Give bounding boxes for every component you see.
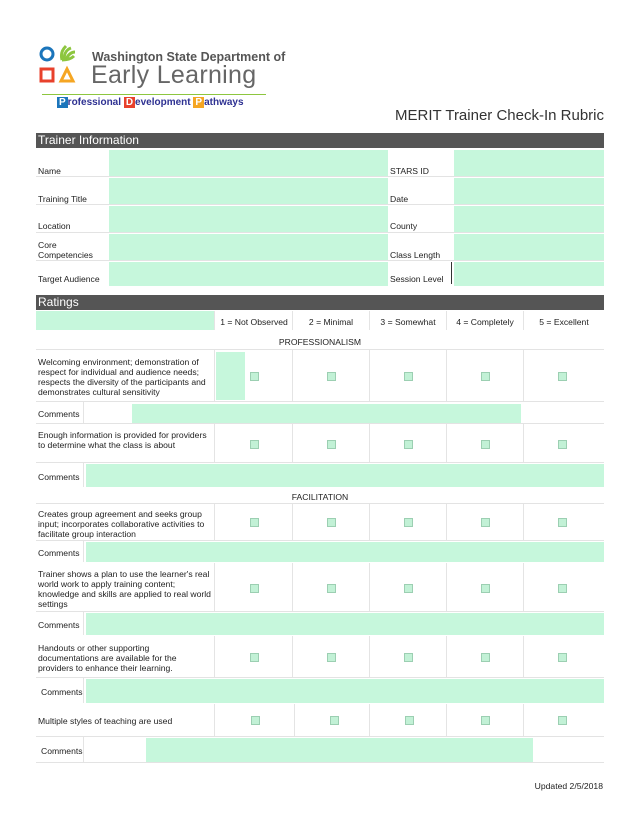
column-divider <box>214 350 215 401</box>
criterion-3-rating-2-checkbox[interactable] <box>327 518 336 527</box>
column-divider <box>214 311 215 330</box>
name-field[interactable] <box>109 150 388 176</box>
label-session-level: Session Level <box>390 274 444 284</box>
comments-field-5[interactable] <box>86 679 604 703</box>
column-divider <box>523 504 524 540</box>
criterion-3-rating-1-checkbox[interactable] <box>250 518 259 527</box>
page-title: MERIT Trainer Check-In Rubric <box>395 107 604 124</box>
row-divider <box>36 204 604 205</box>
criterion-6-rating-5-checkbox[interactable] <box>558 716 567 725</box>
criterion-6-rating-3-checkbox[interactable] <box>405 716 414 725</box>
column-divider <box>83 541 84 562</box>
trainer-info-header: Trainer Information <box>36 133 604 148</box>
column-divider <box>446 350 447 401</box>
column-divider <box>523 424 524 462</box>
criterion-5-text: Handouts or other supporting documentations are available for the providers to enhance their learning. <box>38 643 177 673</box>
criterion-4-rating-4-checkbox[interactable] <box>481 584 490 593</box>
column-divider <box>446 424 447 462</box>
criterion-5-rating-1-checkbox[interactable] <box>250 653 259 662</box>
comments-field-1[interactable] <box>132 404 521 423</box>
criterion-2-text: Enough information is provided for providers to determine what the class is about <box>38 430 207 450</box>
class-length-field[interactable] <box>454 234 604 260</box>
criterion-4-text: Trainer shows a plan to use the learner's real world work to apply training content; knowledge and skills are applied to real world settings <box>38 569 211 609</box>
column-divider <box>83 402 84 423</box>
row-divider <box>36 349 604 350</box>
row-divider <box>36 260 604 261</box>
column-divider <box>446 636 447 677</box>
column-divider <box>369 504 370 540</box>
column-divider <box>523 636 524 677</box>
column-divider <box>369 636 370 677</box>
column-divider <box>214 563 215 611</box>
column-divider <box>292 563 293 611</box>
criterion-3-rating-4-checkbox[interactable] <box>481 518 490 527</box>
column-divider <box>292 636 293 677</box>
column-divider <box>369 311 370 330</box>
column-divider <box>83 463 84 487</box>
column-divider <box>214 424 215 462</box>
column-divider <box>292 311 293 330</box>
criterion-1-rating-3-checkbox[interactable] <box>404 372 413 381</box>
criterion-4-rating-2-checkbox[interactable] <box>327 584 336 593</box>
comments-label-4: Comments <box>38 620 80 630</box>
ratings-header: Ratings <box>36 295 604 310</box>
column-divider <box>523 563 524 611</box>
criterion-1-text: Welcoming environment; demonstration of respect for individual and audience needs; respects the diversity of the participants and demonstrates cultural sensitivity <box>38 357 206 397</box>
column-divider <box>369 424 370 462</box>
label-class-length: Class Length <box>390 250 441 260</box>
column-divider <box>446 704 447 736</box>
criterion-2-rating-2-checkbox[interactable] <box>327 440 336 449</box>
criterion-2-rating-4-checkbox[interactable] <box>481 440 490 449</box>
row-divider <box>36 423 604 424</box>
label-target-audience: Target Audience <box>38 274 100 284</box>
label-date: Date <box>390 194 409 204</box>
comments-field-6[interactable] <box>146 738 533 762</box>
section-professionalism: PROFESSIONALISM <box>278 337 362 347</box>
column-divider <box>446 563 447 611</box>
dept-name-line1: Washington State Department of <box>92 50 286 64</box>
scale-5-header: 5 = Excellent <box>539 317 589 327</box>
row-divider <box>36 677 604 678</box>
column-divider <box>523 350 524 401</box>
comments-label-2: Comments <box>38 472 80 482</box>
criterion-4-rating-1-checkbox[interactable] <box>250 584 259 593</box>
label-training-title: Training Title <box>38 194 87 204</box>
target-audience-field[interactable] <box>109 262 388 286</box>
label-stars-id: STARS ID <box>390 166 429 176</box>
comments-field-3[interactable] <box>86 542 604 562</box>
label-location: Location <box>38 221 71 231</box>
row-divider <box>36 401 604 402</box>
stars-id-field[interactable] <box>454 150 604 176</box>
comments-label-1: Comments <box>38 409 80 419</box>
training-title-field[interactable] <box>109 178 388 204</box>
comments-label-6: Comments <box>41 746 83 756</box>
column-divider <box>369 563 370 611</box>
column-divider <box>369 704 370 736</box>
ratings-scale-corner <box>36 311 214 330</box>
row-divider <box>36 540 604 541</box>
comments-field-2[interactable] <box>86 464 604 487</box>
column-divider <box>292 504 293 540</box>
criterion-1-highlight <box>216 352 245 400</box>
column-divider <box>214 504 215 540</box>
row-divider <box>36 736 604 737</box>
row-divider <box>36 762 604 763</box>
column-divider <box>214 636 215 677</box>
column-divider <box>292 350 293 401</box>
comments-label-5: Comments <box>41 687 83 697</box>
scale-1-header: 1 = Not Observed <box>220 317 288 327</box>
updated-date: Updated 2/5/2018 <box>534 781 603 791</box>
column-divider <box>292 424 293 462</box>
criterion-4-rating-3-checkbox[interactable] <box>404 584 413 593</box>
criterion-3-rating-3-checkbox[interactable] <box>404 518 413 527</box>
criterion-2-rating-3-checkbox[interactable] <box>404 440 413 449</box>
logo-divider <box>42 94 266 95</box>
criterion-3-text: Creates group agreement and seeks group input; incorporates collaborative activities to facilitate group interaction <box>38 509 205 539</box>
row-divider <box>36 232 604 233</box>
criterion-6-rating-2-checkbox[interactable] <box>330 716 339 725</box>
criterion-1-rating-4-checkbox[interactable] <box>481 372 490 381</box>
row-divider <box>36 611 604 612</box>
column-divider <box>83 612 84 635</box>
session-level-field[interactable] <box>454 262 604 286</box>
column-divider <box>83 737 84 762</box>
criterion-1-rating-2-checkbox[interactable] <box>327 372 336 381</box>
column-divider <box>294 704 295 736</box>
criterion-4-rating-5-checkbox[interactable] <box>558 584 567 593</box>
criterion-6-rating-4-checkbox[interactable] <box>481 716 490 725</box>
column-divider <box>214 704 215 736</box>
logo-mark-icon <box>38 44 84 86</box>
core-competencies-field[interactable] <box>109 234 388 260</box>
location-field[interactable] <box>109 206 388 232</box>
column-divider <box>83 678 84 703</box>
column-divider <box>446 504 447 540</box>
criterion-6-text: Multiple styles of teaching are used <box>38 716 173 726</box>
dept-name-line2: Early Learning <box>91 61 257 89</box>
criterion-5-rating-5-checkbox[interactable] <box>558 653 567 662</box>
criterion-3-rating-5-checkbox[interactable] <box>558 518 567 527</box>
section-facilitation: FACILITATION <box>291 492 349 502</box>
comments-field-4[interactable] <box>86 613 604 635</box>
column-divider <box>446 311 447 330</box>
criterion-2-rating-1-checkbox[interactable] <box>250 440 259 449</box>
row-divider <box>36 503 604 504</box>
column-divider <box>523 311 524 330</box>
column-divider <box>369 350 370 401</box>
label-core-competencies: Core Competencies <box>38 240 93 260</box>
scale-3-header: 3 = Somewhat <box>380 317 436 327</box>
criterion-5-rating-4-checkbox[interactable] <box>481 653 490 662</box>
date-field[interactable] <box>454 178 604 204</box>
criterion-1-rating-5-checkbox[interactable] <box>558 372 567 381</box>
scale-4-header: 4 = Completely <box>456 317 514 327</box>
label-county: County <box>390 221 418 231</box>
criterion-1-rating-1-checkbox[interactable] <box>250 372 259 381</box>
label-name: Name <box>38 166 61 176</box>
criterion-5-rating-3-checkbox[interactable] <box>404 653 413 662</box>
criterion-5-rating-2-checkbox[interactable] <box>327 653 336 662</box>
criterion-6-rating-1-checkbox[interactable] <box>251 716 260 725</box>
row-divider <box>36 462 604 463</box>
row-divider <box>36 176 604 177</box>
pathways-wordmark: P rofessional D evelopment P athways <box>59 97 244 108</box>
criterion-2-rating-5-checkbox[interactable] <box>558 440 567 449</box>
county-field[interactable] <box>454 206 604 232</box>
comments-label-3: Comments <box>38 548 80 558</box>
scale-2-header: 2 = Minimal <box>308 317 354 327</box>
column-divider <box>523 704 524 736</box>
session-level-divider <box>451 262 452 284</box>
